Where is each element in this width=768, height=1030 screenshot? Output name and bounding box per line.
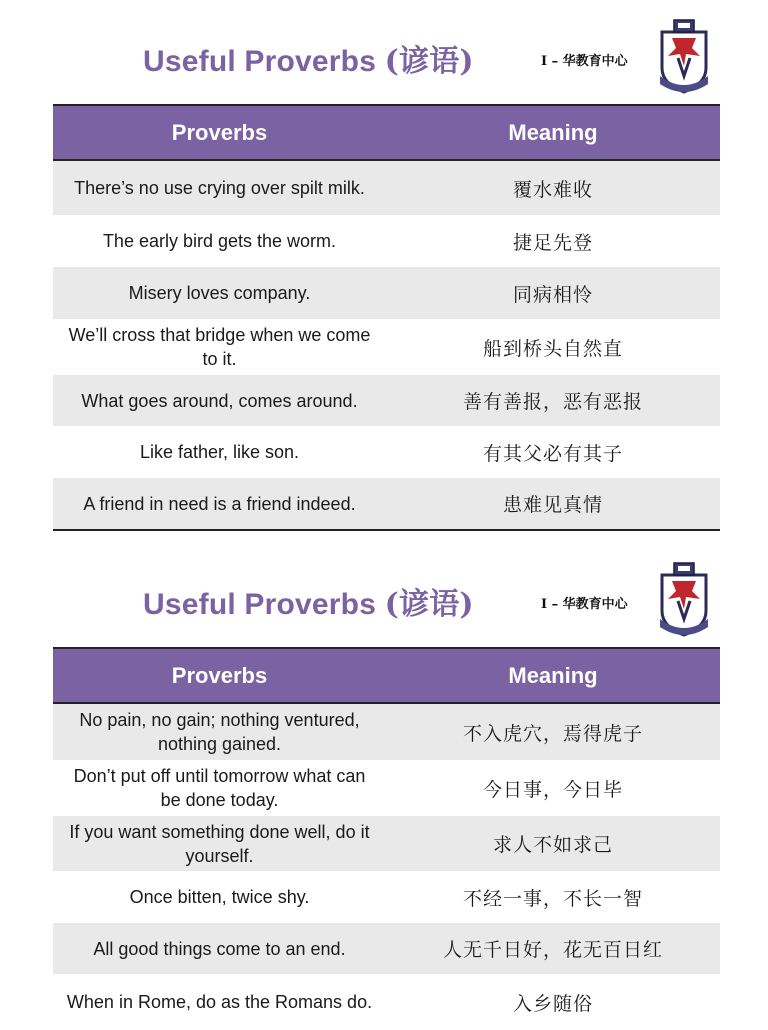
header-proverbs: Proverbs: [171, 662, 268, 688]
table-row: [53, 375, 720, 426]
proverb-cell: The early bird gets the worm.: [102, 231, 337, 251]
proverb-cell: Like father, like son.: [139, 442, 300, 462]
proverb-cell: All good things come to an end.: [93, 938, 346, 959]
meaning-cell: 船到桥头自然直: [482, 337, 623, 360]
title-english: Useful Proverbs: [143, 45, 377, 78]
meaning-cell: 同病相怜: [512, 283, 593, 306]
table-row: [53, 871, 720, 923]
school-crest-logo: [656, 18, 712, 96]
proverb-cell: There’s no use crying over spilt milk.: [74, 178, 365, 198]
school-crest-logo: [656, 561, 712, 639]
proverb-cell: We’ll cross that bridge when we come to it.: [68, 325, 371, 369]
title-chinese: (谚语): [384, 587, 474, 622]
title-chinese: (谚语): [384, 44, 474, 79]
table-row: [53, 760, 720, 816]
table-row: [53, 215, 720, 267]
table-body: [53, 704, 720, 1030]
table-row: [53, 923, 720, 974]
page-title: [143, 36, 474, 80]
proverb-cell: When in Rome, do as the Romans do.: [66, 992, 373, 1012]
proverb-cell: Once bitten, twice shy.: [129, 887, 310, 907]
header-proverbs: Proverbs: [171, 119, 268, 145]
meaning-cell: 入乡随俗: [512, 992, 593, 1015]
meaning-cell: 求人不如求己: [492, 834, 613, 856]
meaning-cell: 不入虎穴，焉得虎子: [462, 722, 643, 745]
organization-name: I – 华教育中心: [541, 54, 628, 69]
table-row: [53, 704, 720, 760]
proverb-cell: Don’t put off until tomorrow what can be done today.: [73, 766, 366, 810]
header-meaning: Meaning: [508, 119, 598, 145]
meaning-cell: 人无千日好，花无百日红: [442, 939, 663, 961]
meaning-cell: 善有善报，恶有恶报: [462, 391, 643, 413]
page-title: [143, 579, 474, 623]
table-row: [53, 478, 720, 529]
proverb-cell: No pain, no gain; nothing ventured, nothing gained.: [79, 710, 360, 754]
table-row: [53, 974, 720, 1030]
proverbs-table-1: [53, 104, 720, 531]
table-header: [53, 106, 720, 161]
proverb-cell: What goes around, comes around.: [81, 390, 358, 411]
organization-name: I – 华教育中心: [541, 597, 628, 612]
proverb-cell: If you want something done well, do it yourself.: [69, 821, 370, 866]
meaning-cell: 不经一事，不长一智: [462, 887, 643, 910]
table-body: [53, 161, 720, 529]
table-row: [53, 816, 720, 871]
meaning-cell: 患难见真情: [502, 494, 603, 516]
table-row: [53, 267, 720, 319]
table-row: [53, 426, 720, 478]
proverb-cell: Misery loves company.: [128, 283, 311, 303]
meaning-cell: 覆水难收: [512, 178, 593, 201]
meaning-cell: 有其父必有其子: [482, 442, 623, 465]
meaning-cell: 今日事，今日毕: [482, 778, 623, 801]
table-row: [53, 161, 720, 215]
proverb-cell: A friend in need is a friend indeed.: [83, 493, 356, 514]
header-meaning: Meaning: [508, 662, 598, 688]
proverbs-table-2: [53, 647, 720, 1030]
table-header: [53, 649, 720, 704]
table-row: [53, 319, 720, 375]
meaning-cell: 捷足先登: [512, 231, 593, 254]
title-english: Useful Proverbs: [143, 588, 377, 621]
